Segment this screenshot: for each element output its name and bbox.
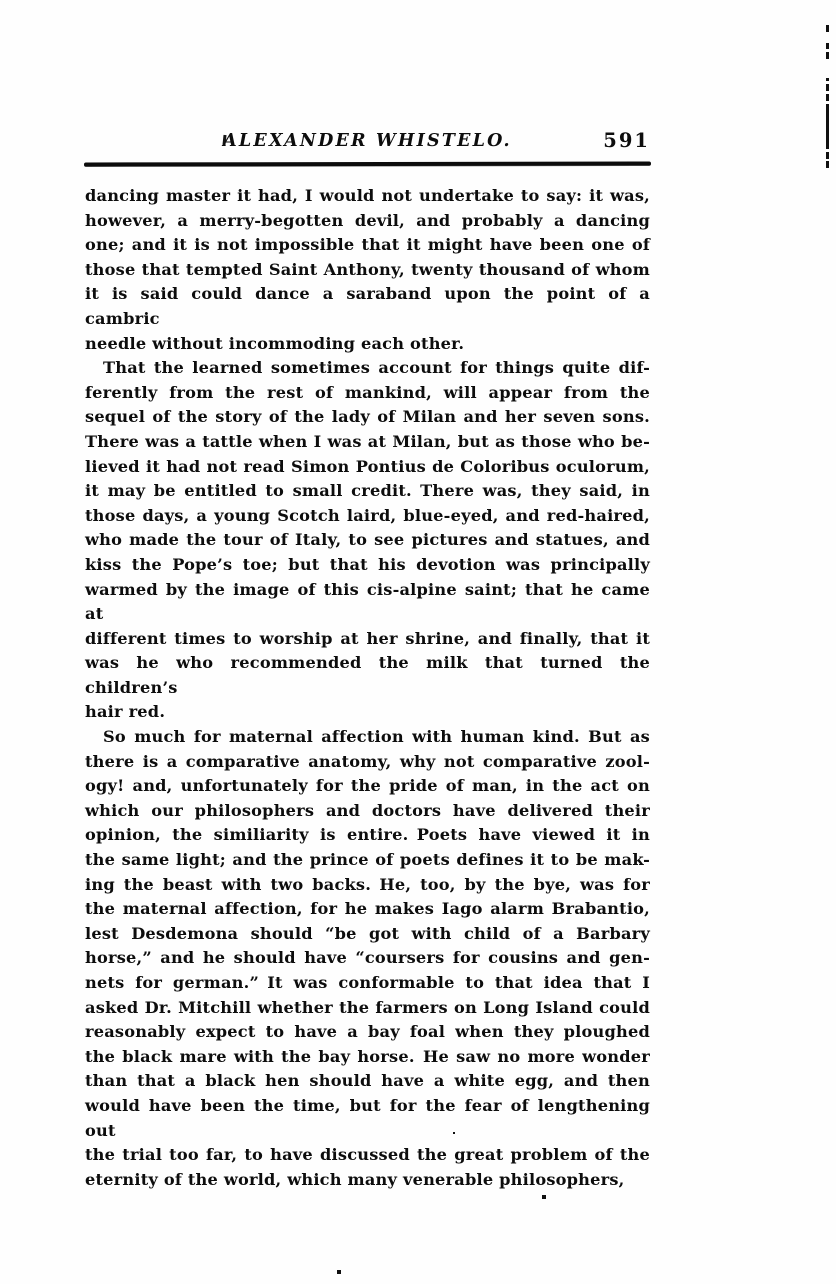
text-line: it may be entitled to small credit. There was, they said, in [85, 481, 650, 501]
header-rule [84, 162, 651, 167]
scan-artifact-dash [826, 94, 829, 101]
scan-artifact-dash [826, 84, 829, 91]
paragraph [85, 184, 650, 356]
text-line: the same light; and the prince of poets defines it to be mak- [85, 850, 650, 870]
text-line: eternity of the world, which many venerable philosophers, [85, 1169, 625, 1189]
text-line: those days, a young Scotch laird, blue-eyed, and red-haired, [85, 505, 650, 525]
scan-artifact-dash [826, 104, 829, 149]
text-line: horse,” and he should have “coursers for cousins and gen- [85, 948, 650, 968]
text-line: lest Desdemona should “be got with child of a Barbary [85, 923, 650, 943]
text-line: it is said could dance a saraband upon the point of a cambric [85, 284, 650, 328]
scan-artifact-dash [826, 152, 829, 159]
scan-artifact-dash [826, 25, 829, 32]
text-line: opinion, the similiarity is entire. Poets have viewed it in [85, 825, 650, 845]
text-line: than that a black hen should have a white egg, and then [85, 1071, 650, 1091]
text-line: There was a tattle when I was at Milan, but as those who be- [85, 431, 650, 451]
text-line: nets for german.” It was conformable to that idea that I [85, 973, 650, 992]
text-line: That the learned sometimes account for things quite dif- [103, 358, 650, 378]
text-line: dancing master it had, I would not undertake to say: it was, [85, 186, 650, 205]
text-line: the maternal affection, for he makes Iago alarm Brabantio, [85, 899, 650, 919]
text-line: one; and it is not impossible that it might have been one of [85, 235, 650, 255]
text-line: which our philosophers and doctors have delivered their [85, 800, 650, 820]
text-line: ferently from the rest of mankind, will appear from the [85, 382, 650, 402]
page-number: 591 [603, 129, 650, 152]
text-line: So much for maternal affection with human kind. But as [103, 727, 650, 747]
text-line: who made the tour of Italy, to see pictures and statues, and [85, 530, 650, 550]
text-line: asked Dr. Mitchill whether the farmers on Long Island could [85, 997, 650, 1017]
text-line: those that tempted Saint Anthony, twenty thousand of whom [85, 259, 650, 279]
text-line: ing the beast with two backs. He, too, by the bye, was for [85, 874, 650, 894]
scan-speckle [542, 1195, 546, 1199]
text-line: kiss the Pope’s toe; but that his devotion was principally [85, 554, 650, 574]
scan-artifact-dash [826, 161, 829, 168]
scan-artifact-dash [826, 78, 829, 81]
scan-artifact-dash [826, 43, 829, 49]
text-line: there is a comparative anatomy, why not comparative zool- [85, 751, 650, 771]
text-line: warmed by the image of this cis-alpine saint; that he came at [85, 579, 650, 624]
text-line: needle without incommoding each other. [85, 333, 465, 353]
text-line: different times to worship at her shrine, and finally, that it [85, 628, 650, 648]
text-line: hair red. [85, 702, 166, 722]
page-body [85, 184, 650, 1192]
text-line: however, a merry-begotten devil, and probably a dancing [85, 210, 650, 230]
text-line: the black mare with the bay horse. He saw no more wonder [85, 1046, 650, 1066]
text-line: reasonably expect to have a bay foal when they ploughed [85, 1022, 650, 1042]
running-title: ALEXANDER WHISTELO. [223, 131, 512, 151]
text-line: ogy! and, unfortunately for the pride of man, in the act on [85, 776, 650, 796]
text-line: sequel of the story of the lady of Milan and her seven sons. [85, 407, 650, 427]
scan-speckle [453, 1132, 455, 1134]
scan-artifact-dash [826, 52, 829, 59]
text-line: the trial too far, to have discussed the great problem of the [85, 1145, 650, 1165]
text-line: was he who recommended the milk that turned the children’s [85, 653, 650, 697]
text-line: lieved it had not read Simon Pontius de Coloribus oculorum, [85, 456, 650, 476]
scan-speckle [337, 1270, 341, 1274]
paragraph [85, 356, 650, 725]
text-line: would have been the time, but for the fear of lengthening out [85, 1095, 650, 1140]
paragraph [85, 725, 650, 1192]
